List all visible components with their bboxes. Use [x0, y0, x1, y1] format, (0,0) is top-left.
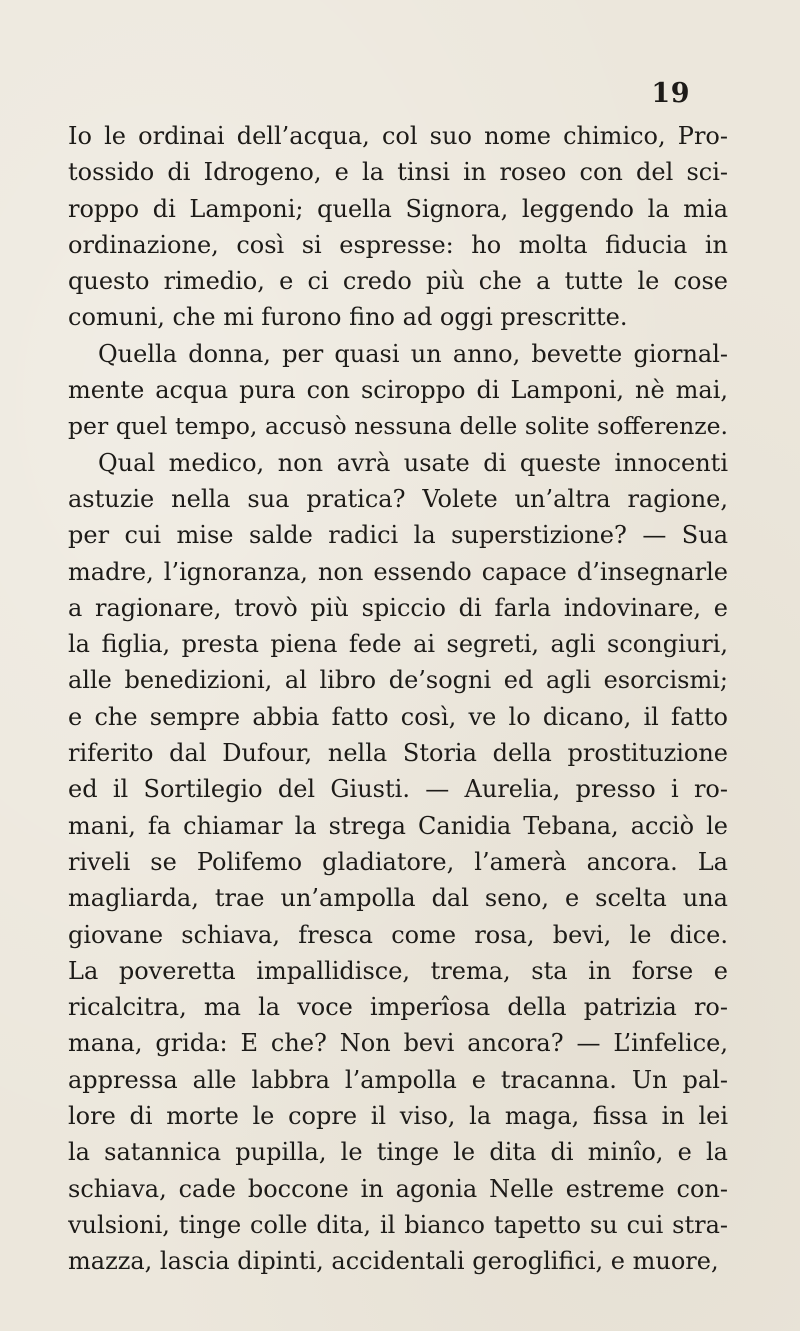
- text-line: ed il Sortilegio del Giusti. — Aurelia, presso i ro-: [68, 775, 728, 804]
- text-line: lore di morte le copre il viso, la maga, fissa in lei: [68, 1102, 728, 1131]
- text-line: astuzie nella sua pratica? Volete un’altra ragione,: [68, 484, 728, 513]
- text-line: per cui mise salde radici la superstizione? — Sua: [68, 521, 728, 550]
- text-line: a ragionare, trovò più spiccio di farla indovinare, e: [68, 593, 728, 622]
- text-line: Quella donna, per quasi un anno, bevette giornal-: [98, 339, 728, 368]
- body-text: [68, 118, 728, 1280]
- text-line: mente acqua pura con sciroppo di Lamponi, nè mai,: [68, 376, 728, 405]
- text-line: appressa alle labbra l’ampolla e tracanna. Un pal-: [68, 1065, 728, 1094]
- text-line: Qual medico, non avrà usate di queste innocenti: [98, 448, 728, 477]
- text-line: mazza, lascia dipinti, accidentali geroglifici, e muore,: [68, 1247, 719, 1276]
- text-line: mana, grida: E che? Non bevi ancora? — L’infelice,: [68, 1029, 728, 1058]
- text-line: La poveretta impallidisce, trema, sta in forse e: [68, 956, 728, 985]
- text-line: tossido di Idrogeno, e la tinsi in roseo con del sci-: [68, 158, 728, 187]
- text-line: per quel tempo, accusò nessuna delle solite sofferenze.: [68, 412, 728, 441]
- text-line: roppo di Lamponi; quella Signora, leggendo la mia: [68, 194, 728, 223]
- text-line: Io le ordinai dell’acqua, col suo nome chimico, Pro-: [68, 122, 728, 150]
- text-line: mani, fa chiamar la strega Canidia Tebana, acciò le: [68, 811, 728, 840]
- text-line: e che sempre abbia fatto così, ve lo dicano, il fatto: [68, 702, 728, 731]
- text-line: ordinazione, così si espresse: ho molta fiducia in: [68, 230, 728, 259]
- text-line: madre, l’ignoranza, non essendo capace d’insegnarle: [68, 557, 728, 586]
- text-line: alle benedizioni, al libro de’sogni ed agli esorcismi;: [68, 666, 728, 695]
- text-line: comuni, che mi furono fino ad oggi prescritte.: [68, 303, 628, 332]
- text-line: vulsioni, tinge colle dita, il bianco tapetto su cui stra-: [68, 1210, 728, 1239]
- page-number: 19: [651, 78, 690, 109]
- text-line: riferito dal Dufour, nella Storia della prostituzione: [68, 739, 728, 768]
- text-line: questo rimedio, e ci credo più che a tutte le cose: [68, 267, 728, 296]
- text-line: ricalcitra, ma la voce imperîosa della patrizia ro-: [68, 993, 728, 1022]
- text-line: la satannica pupilla, le tinge le dita di minîo, e la: [68, 1138, 728, 1167]
- text-line: magliarda, trae un’ampolla dal seno, e scelta una: [68, 884, 728, 913]
- text-line: schiava, cade boccone in agonia Nelle estreme con-: [68, 1174, 728, 1203]
- text-line: giovane schiava, fresca come rosa, bevi, le dice.: [68, 920, 728, 949]
- text-line: riveli se Polifemo gladiatore, l’amerà ancora. La: [68, 847, 728, 876]
- text-line: la figlia, presta piena fede ai segreti, agli scongiuri,: [68, 630, 728, 659]
